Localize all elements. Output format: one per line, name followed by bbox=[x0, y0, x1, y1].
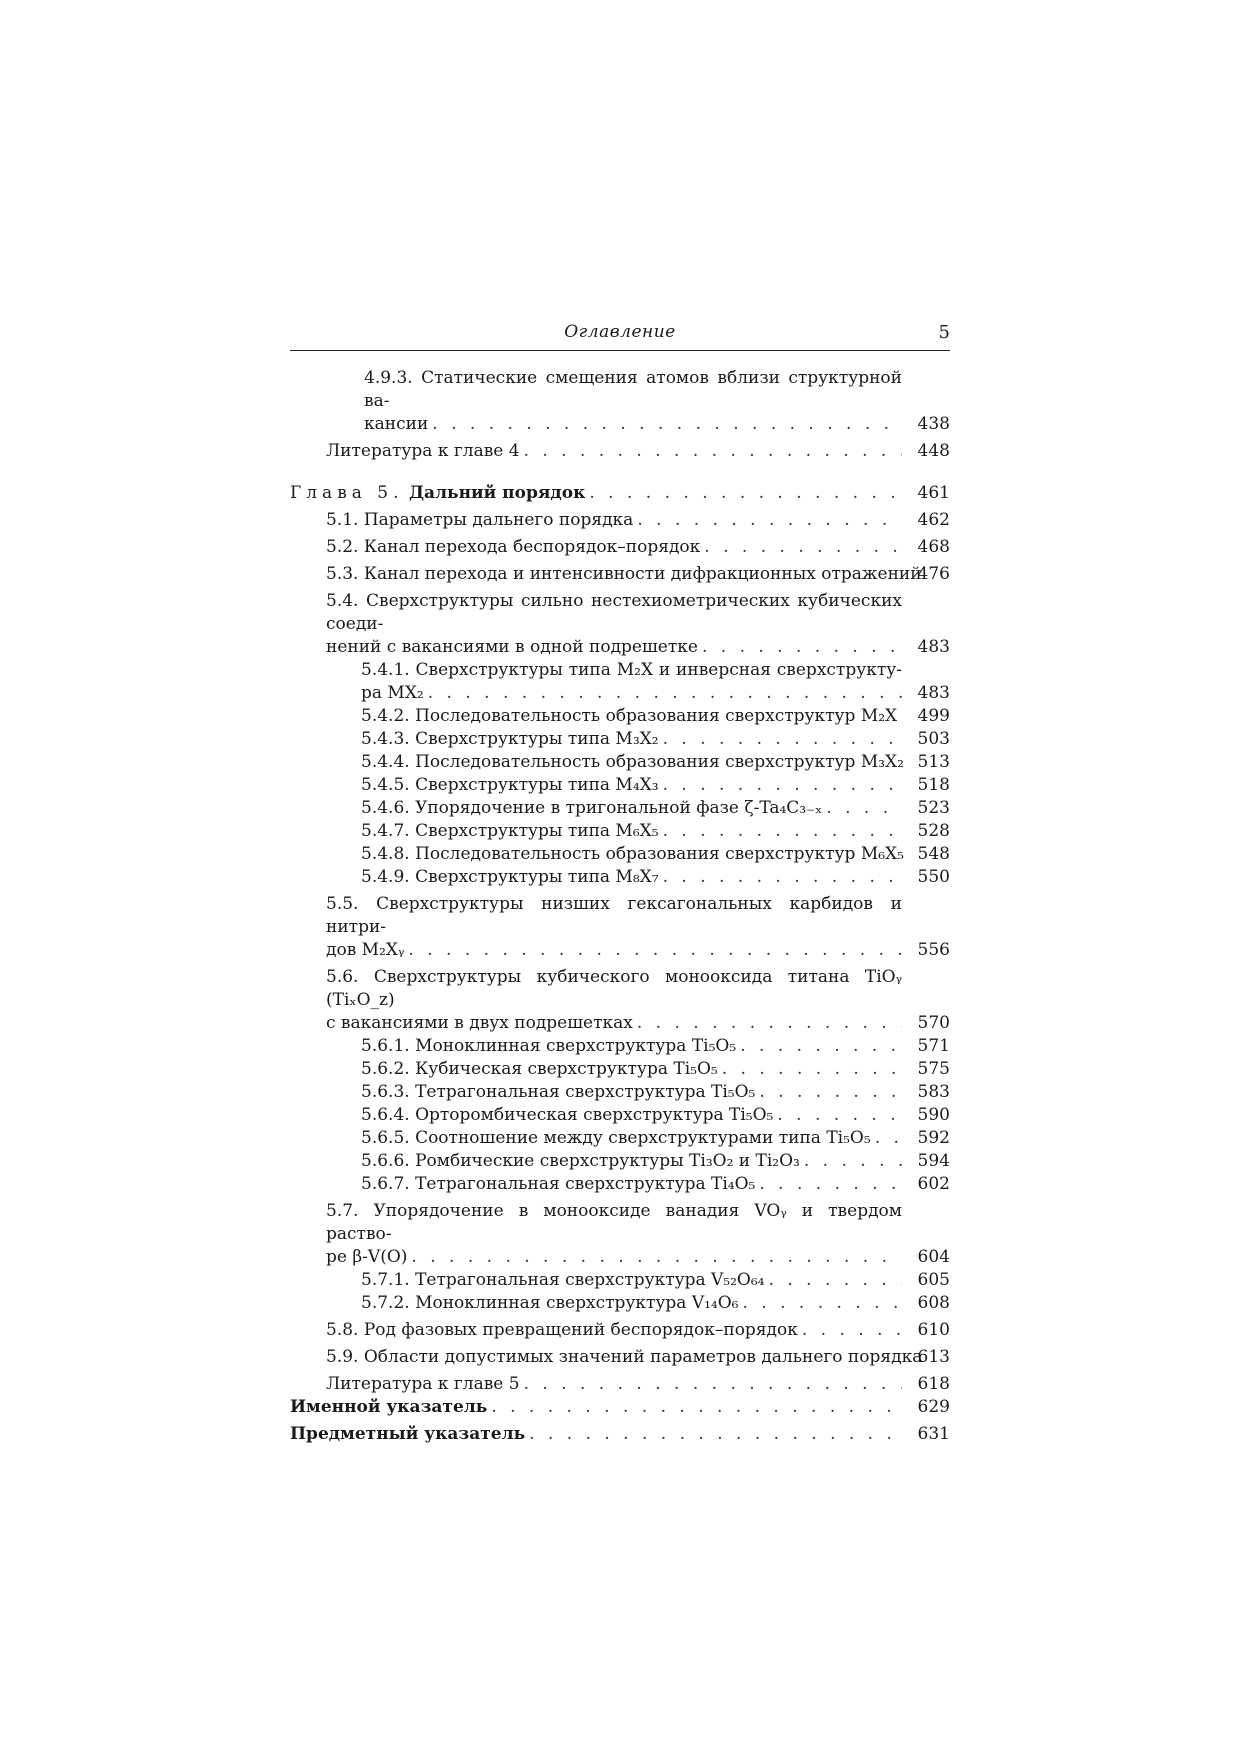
toc-page-number: 483 bbox=[917, 683, 950, 703]
toc-entry[interactable] bbox=[290, 820, 950, 843]
toc-entry-title: 5.6.4. Орторомбическая сверхструктура Ti₅O₅ bbox=[361, 1105, 774, 1125]
toc-entry-title: 5.4.6. Упорядочение в тригональной фазе ζ-Ta₄C₃₋ₓ bbox=[361, 798, 823, 818]
toc-entry-title: 5.2. Канал перехода беспорядок–порядок bbox=[326, 537, 701, 557]
toc-page-number: 461 bbox=[917, 483, 950, 503]
toc-page-number: 608 bbox=[917, 1293, 950, 1313]
toc-entry[interactable] bbox=[290, 1200, 950, 1269]
toc-entry[interactable] bbox=[290, 1319, 950, 1342]
toc-page-number: 503 bbox=[917, 729, 950, 749]
toc-entry[interactable] bbox=[290, 563, 950, 586]
toc-entry[interactable] bbox=[290, 1081, 950, 1104]
toc-page-number: 618 bbox=[917, 1374, 950, 1394]
toc-entry-title: 5.6.5. Соотношение между сверхструктурами типа Ti₅O₅ bbox=[361, 1128, 871, 1148]
chapter-title: Дальний порядок bbox=[408, 483, 586, 503]
toc-entry[interactable] bbox=[290, 843, 950, 866]
toc-page-number: 523 bbox=[917, 798, 950, 818]
toc-entry[interactable] bbox=[290, 1173, 950, 1196]
toc-entry[interactable] bbox=[290, 866, 950, 889]
toc-entry[interactable] bbox=[290, 1292, 950, 1315]
toc-page-number: 605 bbox=[917, 1270, 950, 1290]
toc-page-number: 499 bbox=[917, 706, 950, 726]
toc-page-number: 462 bbox=[917, 510, 950, 530]
toc-page-number: 518 bbox=[917, 775, 950, 795]
toc-page-number: 438 bbox=[917, 414, 950, 434]
toc-entry-title-line2: кансии bbox=[364, 414, 429, 434]
toc-entry-title-line1: 4.9.3. Статические смещения атомов вблизи структурной ва- bbox=[364, 368, 902, 411]
toc-entry[interactable] bbox=[290, 440, 950, 463]
toc-page-number: 575 bbox=[917, 1059, 950, 1079]
toc-entry[interactable] bbox=[290, 966, 950, 1035]
toc-index-entry[interactable] bbox=[290, 1423, 950, 1446]
toc-entry-title: 5.4.8. Последовательность образования сверхструктур M₆X₅ bbox=[361, 844, 904, 864]
toc-entry[interactable] bbox=[290, 1150, 950, 1173]
toc-page-number: 590 bbox=[917, 1105, 950, 1125]
toc-entry-title-line1: 5.4. Сверхструктуры сильно нестехиометрических кубических соеди- bbox=[326, 591, 902, 634]
toc-page-number: 528 bbox=[917, 821, 950, 841]
toc-page-number: 631 bbox=[917, 1424, 950, 1444]
toc-entry-title: 5.4.9. Сверхструктуры типа M₈X₇ bbox=[361, 867, 659, 887]
toc-entry-title: 5.6.3. Тетрагональная сверхструктура Ti₅O₅ bbox=[361, 1082, 756, 1102]
toc-entry-title: 5.7.2. Моноклинная сверхструктура V₁₄O₆ bbox=[361, 1293, 739, 1313]
toc-entry-title-line2: нений с вакансиями в одной подрешетке bbox=[326, 637, 698, 657]
toc-page-number: 550 bbox=[917, 867, 950, 887]
toc-page-number: 583 bbox=[917, 1082, 950, 1102]
toc-entry-title: 5.6.7. Тетрагональная сверхструктура Ti₄O₅ bbox=[361, 1174, 756, 1194]
toc-entry[interactable] bbox=[290, 1373, 950, 1396]
toc-page-number: 476 bbox=[917, 564, 950, 584]
toc-entry-title-line1: 5.4.1. Сверхструктуры типа M₂X и инверсная сверхструкту- bbox=[361, 660, 902, 680]
toc-page-number: 571 bbox=[917, 1036, 950, 1056]
toc-entry-title: 5.4.2. Последовательность образования сверхструктур M₂X bbox=[361, 706, 898, 726]
toc-entry[interactable] bbox=[290, 1035, 950, 1058]
toc-entry-title: 5.8. Род фазовых превращений беспорядок–порядок bbox=[326, 1320, 798, 1340]
toc-entry[interactable] bbox=[290, 1269, 950, 1292]
toc-page-number: 513 bbox=[917, 752, 950, 772]
toc-page-number: 592 bbox=[917, 1128, 950, 1148]
toc-entry[interactable] bbox=[290, 728, 950, 751]
toc-entry-title: 5.4.7. Сверхструктуры типа M₆X₅ bbox=[361, 821, 659, 841]
toc-entry-title: Литература к главе 5 bbox=[326, 1374, 520, 1394]
toc-index-entry[interactable] bbox=[290, 1396, 950, 1419]
toc-entry-title-line1: 5.7. Упорядочение в монооксиде ванадия VOᵧ и твердом раство- bbox=[326, 1201, 902, 1244]
toc-entry-title-line1: 5.5. Сверхструктуры низших гексагональных карбидов и нитри- bbox=[326, 894, 902, 937]
toc-entry[interactable] bbox=[290, 797, 950, 820]
toc-entry-title: 5.4.3. Сверхструктуры типа M₃X₂ bbox=[361, 729, 659, 749]
table-of-contents bbox=[290, 367, 950, 1446]
toc-entry-title: Литература к главе 4 bbox=[326, 441, 520, 461]
toc-page-number: 602 bbox=[917, 1174, 950, 1194]
toc-page-number: 604 bbox=[917, 1247, 950, 1267]
running-title: Оглавление bbox=[564, 322, 676, 342]
toc-page-number: 548 bbox=[917, 844, 950, 864]
toc-entry-title-line1: 5.6. Сверхструктуры кубического монооксида титана TiOᵧ (TiₓO_z) bbox=[326, 967, 902, 1010]
toc-entry-title-line2: ра MX₂ bbox=[361, 683, 424, 703]
toc-entry[interactable] bbox=[290, 536, 950, 559]
toc-entry-title: Именной указатель bbox=[290, 1397, 488, 1417]
toc-entry-title: Предметный указатель bbox=[290, 1424, 526, 1444]
toc-chapter-entry[interactable] bbox=[290, 482, 950, 505]
toc-page-number: 629 bbox=[917, 1397, 950, 1417]
toc-entry[interactable] bbox=[290, 774, 950, 797]
toc-page-number: 594 bbox=[917, 1151, 950, 1171]
toc-entry-title: 5.9. Области допустимых значений параметров дальнего порядка bbox=[326, 1347, 923, 1367]
toc-entry[interactable] bbox=[290, 1058, 950, 1081]
toc-entry[interactable] bbox=[290, 367, 950, 436]
page-number: 5 bbox=[938, 322, 950, 343]
toc-entry[interactable] bbox=[290, 705, 950, 728]
toc-page-number: 483 bbox=[917, 637, 950, 657]
toc-entry[interactable] bbox=[290, 893, 950, 962]
toc-entry-title: 5.4.4. Последовательность образования сверхструктур M₃X₂ bbox=[361, 752, 904, 772]
toc-entry-title: 5.6.2. Кубическая сверхструктура Ti₅O₅ bbox=[361, 1059, 718, 1079]
toc-entry[interactable] bbox=[290, 509, 950, 532]
toc-entry-title: 5.4.5. Сверхструктуры типа M₄X₃ bbox=[361, 775, 659, 795]
toc-page-number: 468 bbox=[917, 537, 950, 557]
toc-entry-title: 5.7.1. Тетрагональная сверхструктура V₅₂O₆₄ bbox=[361, 1270, 765, 1290]
toc-page-number: 613 bbox=[917, 1347, 950, 1367]
toc-page-number: 610 bbox=[917, 1320, 950, 1340]
toc-page-number: 448 bbox=[917, 441, 950, 461]
toc-entry[interactable] bbox=[290, 1127, 950, 1150]
toc-entry[interactable] bbox=[290, 590, 950, 659]
toc-entry-title: 5.3. Канал перехода и интенсивности дифракционных отражений bbox=[326, 564, 922, 584]
toc-entry-title-line2: с вакансиями в двух подрешетках bbox=[326, 1013, 633, 1033]
toc-entry-title-line2: ре β-V(O) bbox=[326, 1247, 408, 1267]
toc-entry[interactable] bbox=[290, 1104, 950, 1127]
toc-entry-title: 5.1. Параметры дальнего порядка bbox=[326, 510, 634, 530]
toc-entry-title: 5.6.1. Моноклинная сверхструктура Ti₅O₅ bbox=[361, 1036, 737, 1056]
toc-page-number: 556 bbox=[917, 940, 950, 960]
toc-entry-title-line2: дов M₂Xᵧ bbox=[326, 940, 405, 960]
running-header bbox=[290, 322, 950, 351]
toc-entry-title: 5.6.6. Ромбические сверхструктуры Ti₃O₂ и Ti₂O₃ bbox=[361, 1151, 800, 1171]
toc-entry[interactable] bbox=[290, 659, 950, 705]
chapter-label: Глава 5. bbox=[290, 483, 404, 503]
toc-page-number: 570 bbox=[917, 1013, 950, 1033]
toc-entry[interactable] bbox=[290, 751, 950, 774]
toc-entry[interactable] bbox=[290, 1346, 950, 1369]
